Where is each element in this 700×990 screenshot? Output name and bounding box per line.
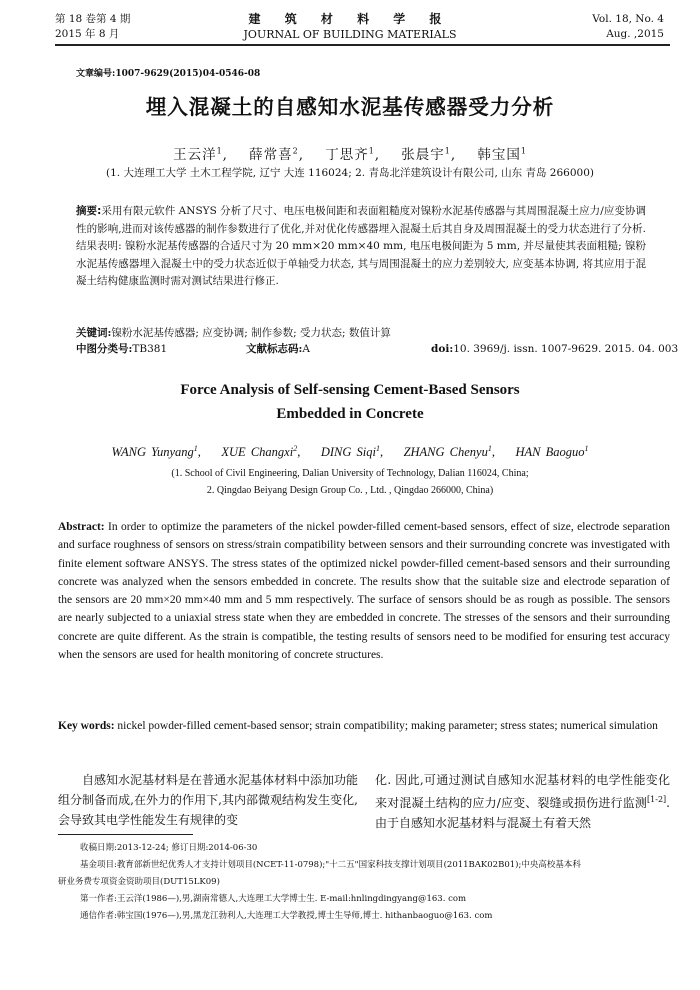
document-code: 文献标志码: A xyxy=(246,343,310,355)
author-cn: 韩宝国$^1$ xyxy=(477,146,527,163)
abstract-cn xyxy=(76,203,646,291)
header-volume xyxy=(592,12,664,42)
volume-en: Vol. 18, No. 4 xyxy=(592,13,664,25)
body-column-left xyxy=(58,770,358,830)
title-cn: 埋入混凝土的自感知水泥基传感器受力分析 xyxy=(145,95,555,119)
footnote-first-author: 第一作者:王云洋(1986—),男,湖南常德人,大连理工大学博士生. E-mail:hnlingdingyang@163. com xyxy=(80,894,467,904)
journal-name-en: JOURNAL OF BUILDING MATERIALS xyxy=(243,28,457,41)
author-en: HAN Baoguo$^1$ xyxy=(515,444,589,460)
footnote-fund: 基金项目:教育部新世纪优秀人才支持计划项目(NCET-11-0798);"十二五"国家科技支撑计划项目(2011BAK02B01);中央高校基本科 xyxy=(80,860,581,870)
date-cn: 2015 年 8 月 xyxy=(55,28,120,40)
footnote-corresponding: 通信作者:韩宝国(1976—),男,黑龙江勃利人,大连理工大学教授,博士生导师,博士. hithanbaoguo@163. com xyxy=(80,911,493,921)
authors-cn: 王云洋$^1$, 薛常喜$^2$, 丁思齐$^1$, 张晨宇$^1$, 韩宝国$^1$ xyxy=(173,146,527,163)
authors-en: WANG Yunyang$^1$, XUE Changxi$^2$, DING Siqi$^1$, ZHANG Chenyu$^1$, HAN Baoguo$^1$ xyxy=(111,444,589,460)
journal-name-cn: 建 筑 材 料 学 报 xyxy=(248,12,452,26)
body-paragraph-cont: . 由于自感知水泥基材料与混凝土有着天然 xyxy=(375,796,670,830)
abstract-en xyxy=(58,518,670,664)
abstract-en-label: Abstract: xyxy=(58,521,105,533)
article-number: 文章编号:1007-9629(2015)04-0546-08 xyxy=(76,69,261,79)
footnote-received: 收稿日期:2013-12-24; 修订日期:2014-06-30 xyxy=(80,843,258,853)
keywords-cn xyxy=(76,325,646,341)
keywords-en-text: nickel powder-filled cement-based sensor; strain compatibility; making parameter; stress states; numerical simulation xyxy=(117,720,658,732)
header-rule xyxy=(55,44,670,46)
author-en: WANG Yunyang$^1$ xyxy=(111,444,198,460)
title-en-line-2: Embedded in Concrete xyxy=(276,406,424,422)
author-cn: 丁思齐$^1$ xyxy=(325,146,375,163)
footnotes xyxy=(58,840,670,925)
abstract-en-text: In order to optimize the parameters of the nickel powder-filled cement-based sensors, effect of size, electrode separation and surface roughness of sensors on stress/strain compatibility between sensors and their surrounding concrete was investigated with finite element software ANSYS. The stress states of the optimized nickel powder-filled cement-based sensors and their surrounding concrete was analyzed when the sensors embedded in concrete. The results show that the suitable size and electrode separation of the sensors are 20 mm×20 mm×40 mm and 5 mm respectively. The surface of sensors should be as rough as possible. The sensors are nearly subjected to a uniaxial stress state when they are embedded in concrete. The stresses of the sensors and their surrounding concrete are quite different. As the strain is compatible, the testing results of sensors need to be modified for ensuring test accuracy when the sensors are used for health monitoring of concrete structures. xyxy=(58,521,670,662)
issue-cn: 第 18 卷第 4 期 xyxy=(55,13,131,25)
doi[interactable]: doi: 10. 3969/j. issn. 1007-9629. 2015. 04. 003 xyxy=(431,343,679,355)
clc-code: 中图分类号: TB381 xyxy=(76,343,168,355)
affiliation-cn: (1. 大连理工大学 土木工程学院, 辽宁 大连 116024; 2. 青岛北洋建筑设计有限公司, 山东 青岛 266000) xyxy=(106,167,594,179)
affiliation-en-2: 2. Qingdao Beiyang Design Group Co. , Ltd. , Qingdao 266000, China) xyxy=(206,485,494,496)
affiliation-en xyxy=(0,465,700,499)
abstract-cn-text: 采用有限元软件 ANSYS 分析了尺寸、电压电极间距和表面粗糙度对镍粉水泥基传感器与其周围混凝土应力/应变协调性的影响,进而对该传感器的制作参数进行了优化,并对优化传感器埋入混凝土后其自身及周围混凝土的受力状态进行了分析. 结果表明: 镍粉水泥基传感器的合适尺寸为 20 mm×20 mm×40 mm, 电压电极间距为 5 mm, 并尽量使其表面粗糙; 镍粉水泥基传感器埋入混凝土中的受力状态近似于单轴受力状态, 其与周围混凝土的应力差别较大, 应变基本协调, 将其应用于混凝土结构健康监测时需对测试结果进行修正. xyxy=(76,205,646,287)
keywords-en-label: Key words: xyxy=(58,720,115,732)
keywords-cn-label: 关键词: xyxy=(76,327,112,339)
keywords-cn-text: 镍粉水泥基传感器; 应变协调; 制作参数; 受力状态; 数值计算 xyxy=(111,327,391,339)
affiliation-en-1: (1. School of Civil Engineering, Dalian University of Technology, Dalian 116024, China; xyxy=(171,468,529,479)
author-cn: 张晨宇$^1$ xyxy=(401,146,451,163)
author-en: XUE Changxi$^2$ xyxy=(221,444,298,460)
title-en xyxy=(0,378,700,426)
footnote-fund-cont: 研业务费专项资金资助项目(DUT15LK09) xyxy=(58,877,220,887)
date-en: Aug. ,2015 xyxy=(606,28,664,40)
body-paragraph: 自感知水泥基材料是在普通水泥基体材料中添加功能组分制备而成,在外力的作用下,其内部微观结构发生变化,会导致其电学性能发生有规律的变 xyxy=(58,773,359,827)
title-en-line-1: Force Analysis of Self-sensing Cement-Based Sensors xyxy=(180,382,520,398)
author-en: ZHANG Chenyu$^1$ xyxy=(403,444,492,460)
keywords-en xyxy=(58,717,670,735)
footnote-rule xyxy=(58,834,193,835)
body-paragraph: 化. 因此,可通过测试自感知水泥基材料的电学性能变化来对混凝土结构的应力/应变、裂缝或损伤进行监测 xyxy=(375,773,670,810)
author-cn: 王云洋$^1$ xyxy=(173,146,223,163)
abstract-cn-label: 摘要: xyxy=(76,205,102,217)
body-column-right xyxy=(375,770,670,833)
citation-ref[interactable]: [1-2] xyxy=(647,795,667,804)
author-cn: 薛常喜$^2$ xyxy=(249,146,299,163)
author-en: DING Siqi$^1$ xyxy=(320,444,380,460)
